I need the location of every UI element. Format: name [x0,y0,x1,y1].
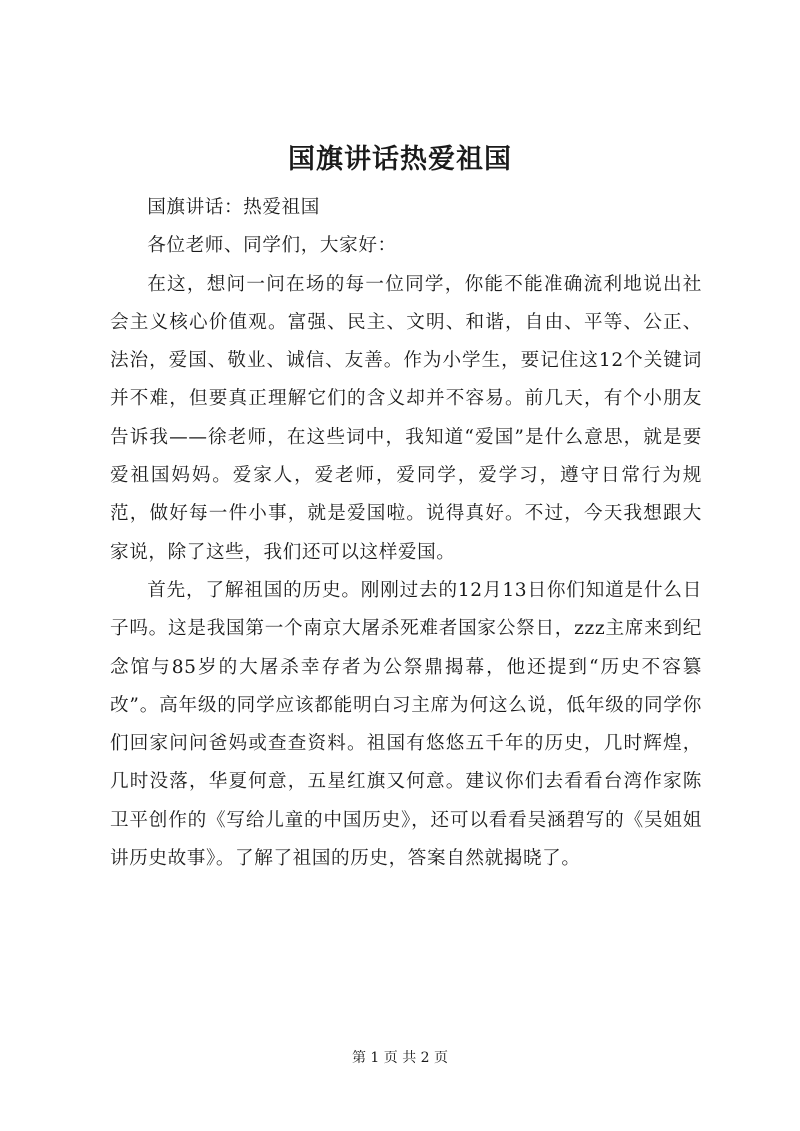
paragraph-greeting: 各位老师、同学们，大家好： [147,235,397,257]
paragraph-history: 首先，了解祖国的历史。刚刚过去的12月13日你们知道是什么日子吗。这是我国第一个南京大屠杀死难者国家公祭日，zzz主席来到纪念馆与85岁的大屠杀幸存者为公祭鼎揭幕，他还提到“历史不容篡改”。高年级的同学应该都能明白习主席为何这么说，低年级的同学你们回家问问爸妈或查查资料。祖国有悠悠五千年的历史，几时辉煌，几时没落，华夏何意，五星红旗又何意。建议你们去看看台湾作家陈卫平创作的《写给儿童的中国历史》，还可以看看吴涵碧写的《吴姐姐讲历史故事》。了解了祖国的历史，答案自然就揭晓了。 [110,579,702,870]
document-body [110,189,702,878]
paragraph-heading: 国旗讲话：热爱祖国 [147,197,320,218]
paragraph-intro: 在这，想问一问在场的每一位同学，你能不能准确流利地说出社会主义核心价值观。富强、民主、文明、和谐，自由、平等、公正、法治，爱国、敬业、诚信、友善。作为小学生，要记住这12个关键词并不难，但要真正理解它们的含义却并不容易。前几天，有个小朋友告诉我——徐老师，在这些词中，我知道“爱国”是什么意思，就是要爱祖国妈妈。爱家人，爱老师，爱同学，爱学习，遵守日常行为规范，做好每一件小事，就是爱国啦。说得真好。不过，今天我想跟大家说，除了这些，我们还可以这样爱国。 [110,273,702,563]
page-footer: 第 1 页 共 2 页 [351,1050,449,1066]
document-title: 国旗讲话热爱祖国 [288,144,512,175]
